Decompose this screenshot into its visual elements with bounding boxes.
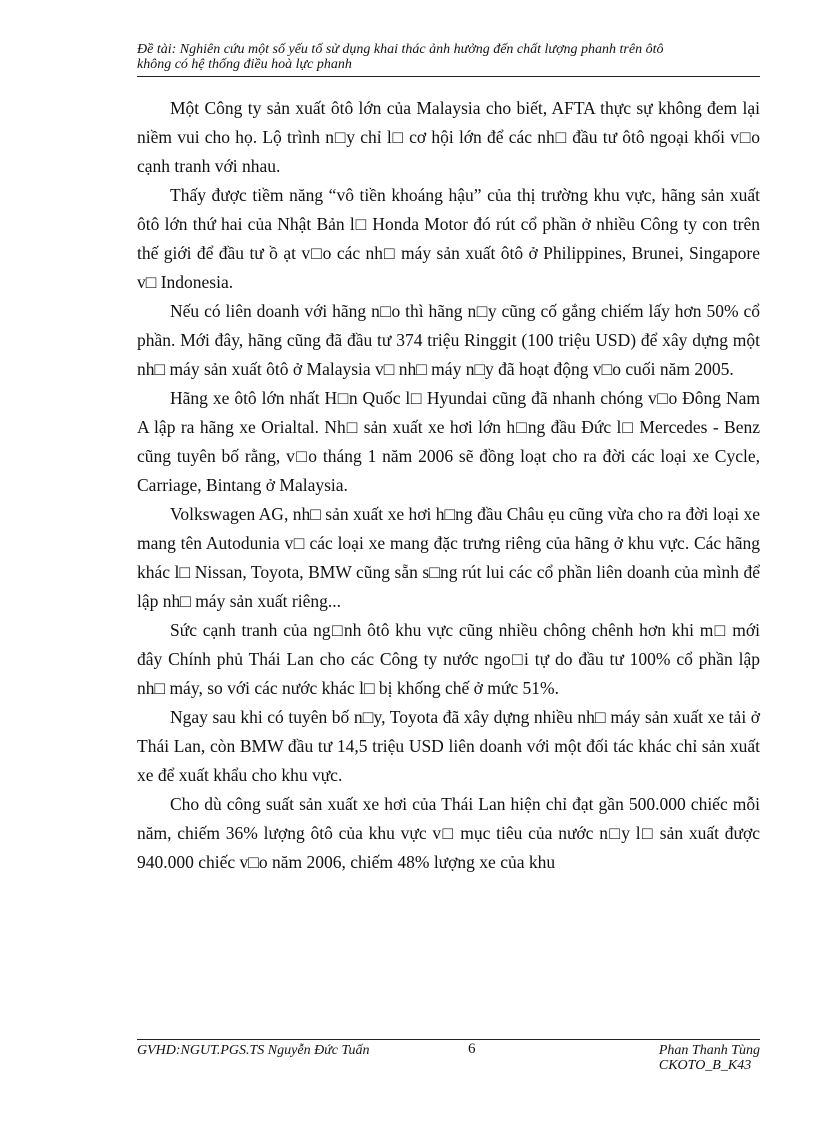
header-title-line-2: không có hệ thống điều hoà lực phanh xyxy=(137,57,352,72)
paragraph: Cho dù công suất sản xuất xe hơi của Thái Lan hiện chỉ đạt gần 500.000 chiếc mỗi năm, chiếm 36% lượng ôtô của khu vực v□ mục tiêu của nước n□y l□ sản xuất được 940.000 chiếc v□o năm 2006, chiếm 48% lượng xe của khu xyxy=(137,794,760,872)
footer-advisor: GVHD:NGUT.PGS.TS Nguyễn Đức Tuấn xyxy=(137,1043,370,1058)
header-divider xyxy=(137,76,760,77)
footer-author xyxy=(659,1043,760,1073)
paragraph: Một Công ty sản xuất ôtô lớn của Malaysia cho biết, AFTA thực sự không đem lại niềm vui cho họ. Lộ trình n□y chỉ l□ cơ hội lớn để các nh□ đầu tư ôtô ngoại khối v□o cạnh tranh với nhau. xyxy=(137,98,760,176)
header-title-line-1: Đề tài: Nghiên cứu một số yếu tố sử dụng khai thác ảnh hưởng đến chất lượng phanh trên ôtô xyxy=(137,42,664,57)
document-body xyxy=(137,94,760,877)
paragraph: Nếu có liên doanh với hãng n□o thì hãng n□y cũng cố gắng chiếm lấy hơn 50% cổ phần. Mới đây, hãng cũng đã đầu tư 374 triệu Ringgit (100 triệu USD) để xây dựng một nh□ máy sản xuất ôtô ở Malaysia v□ nh□ máy n□y đã hoạt động v□o cuối năm 2005. xyxy=(137,301,760,379)
author-name: Phan Thanh Tùng xyxy=(658,1043,760,1058)
paragraph: Thấy được tiềm năng “vô tiền khoáng hậu” của thị trường khu vực, hãng sản xuất ôtô lớn thứ hai của Nhật Bản l□ Honda Motor đó rút cổ phần ở nhiều Công ty con trên thế giới để đầu tư ồ ạt v□o các nh□ máy sản xuất ôtô ở Philippines, Brunei, Singapore v□ Indonesia. xyxy=(137,185,760,292)
paragraph: Volkswagen AG, nh□ sản xuất xe hơi h□ng đầu Châu ẹu cũng vừa cho ra đời loại xe mang tên Autodunia v□ các loại xe mang đặc trưng riêng của hãng ở khu vực. Các hãng khác l□ Nissan, Toyota, BMW cũng sẵn s□ng rút lui các cổ phần liên doanh của mình để lập nh□ máy sản xuất riêng... xyxy=(137,504,760,611)
page-header xyxy=(137,42,760,72)
paragraph: Hãng xe ôtô lớn nhất H□n Quốc l□ Hyundai cũng đã nhanh chóng v□o Đông Nam A lập ra hãng xe Orialtal. Nh□ sản xuất xe hơi lớn h□ng đầu Đức l□ Mercedes - Benz cũng tuyên bố rằng, v□o tháng 1 năm 2006 sẽ đồng loạt cho ra đời các loại xe Cycle, Carriage, Bintang ở Malaysia. xyxy=(137,388,760,495)
footer-divider xyxy=(137,1039,760,1040)
paragraph: Ngay sau khi có tuyên bố n□y, Toyota đã xây dựng nhiều nh□ máy sản xuất xe tải ở Thái Lan, còn BMW đầu tư 14,5 triệu USD liên doanh với một đối tác khác chỉ sản xuất xe để xuất khẩu cho khu vực. xyxy=(137,707,760,785)
paragraph: Sức cạnh tranh của ng□nh ôtô khu vực cũng nhiều chông chênh hơn khi m□ mới đây Chính phủ Thái Lan cho các Công ty nước ngo□i tự do đầu tư 100% cổ phần lập nh□ máy, so với các nước khác l□ bị khống chế ở mức 51%. xyxy=(137,620,760,698)
page-number: 6 xyxy=(468,1041,476,1057)
author-class: CKOTO_B_K43 xyxy=(658,1058,752,1073)
